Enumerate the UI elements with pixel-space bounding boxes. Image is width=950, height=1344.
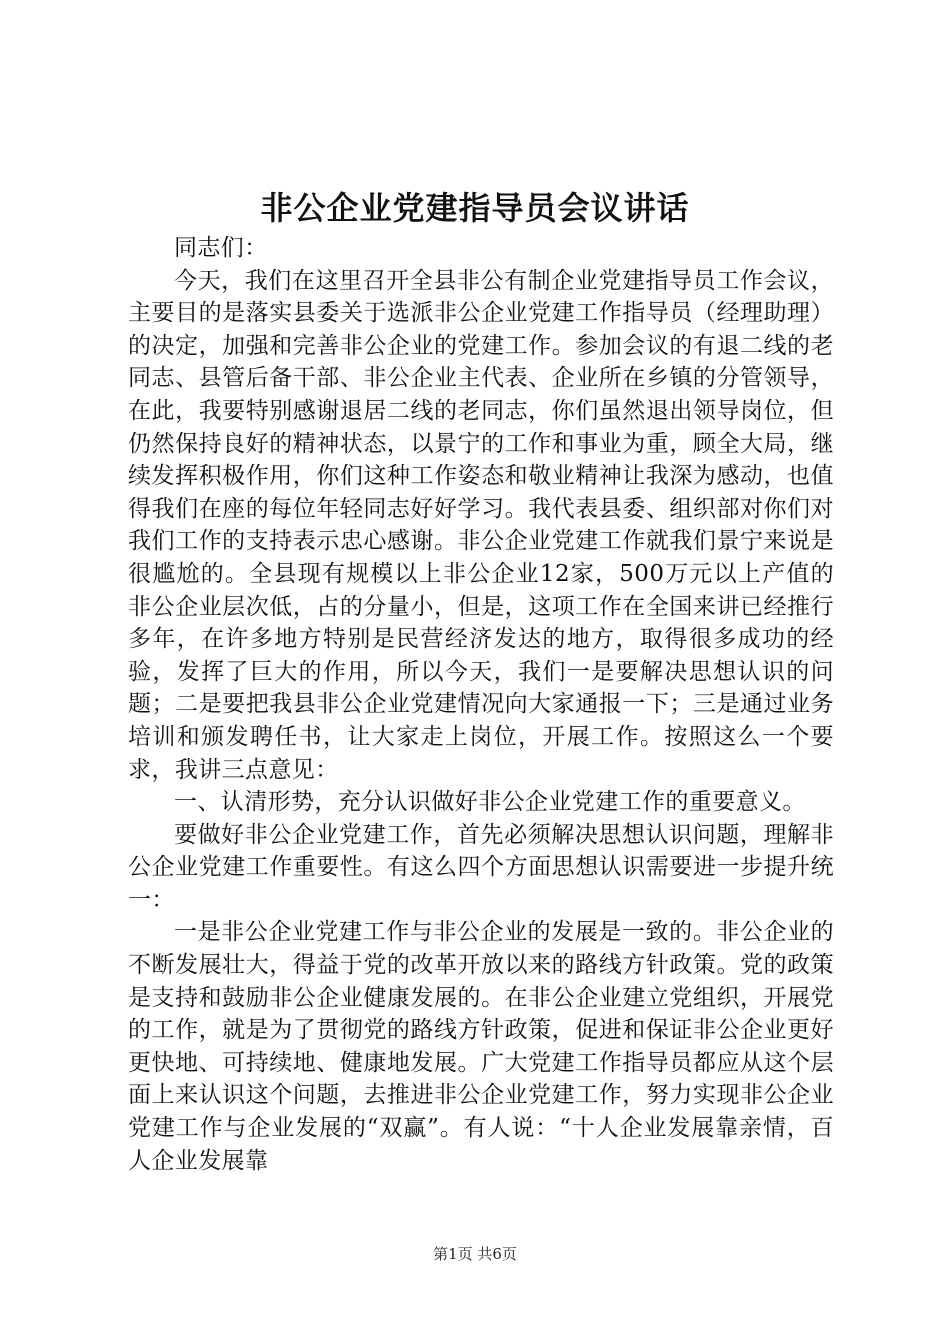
salutation: 同志们： bbox=[174, 235, 268, 261]
body-paragraph: 一是非公企业党建工作与非公企业的发展是一致的。非公企业的不断发展壮大，得益于党的改革开放以来的路线方针政策。党的政策是支持和鼓励非公企业健康发展的。在非公企业建立党组织，开展党的工作，就是为了贯彻党的路线方针政策，促进和保证非公企业更好更快地、可持续地、健康地发展。广大党建工作指导员都应从这个层面上来认识这个问题，去推进非公企业党建工作，努力实现非公企业党建工作与企业发展的“双赢”。有人说：“十人企业发展靠亲情，百人企业发展靠 bbox=[128, 919, 834, 1174]
body-paragraph: 要做好非公企业党建工作，首先必须解决思想认识问题，理解非公企业党建工作重要性。有这么四个方面思想认识需要进一步提升统一： bbox=[128, 821, 834, 913]
section-heading: 一、认清形势，充分认识做好非公企业党建工作的重要意义。 bbox=[174, 789, 806, 816]
document-body bbox=[128, 232, 834, 1177]
document-title: 非公企业党建指导员会议讲话 bbox=[260, 189, 690, 227]
body-paragraph: 今天，我们在这里召开全县非公有制企业党建指导员工作会议，主要目的是落实县委关于选派非公企业党建工作指导员（经理助理）的决定，加强和完善非公企业的党建工作。参加会议的有退二线的老同志、县管后备干部、非公企业主代表、企业所在乡镇的分管领导，在此，我要特别感谢退居二线的老同志，你们虽然退出领导岗位，但仍然保持良好的精神状态，以景宁的工作和事业为重，顾全大局，继续发挥积极作用，你们这种工作姿态和敬业精神让我深为感动，也值得我们在座的每位年轻同志好好学习。我代表县委、组织部对你们对我们工作的支持表示忠心感谢。非公企业党建工作就我们景宁来说是很尴尬的。全县现有规模以上非公企业12家，500万元以上产值的非公企业层次低，占的分量小，但是，这项工作在全国来讲已经推行多年，在许多地方特别是民营经济发达的地方，取得很多成功的经验，发挥了巨大的作用，所以今天，我们一是要解决思想认识的问题；二是要把我县非公企业党建情况向大家通报一下；三是通过业务培训和颁发聘任书，让大家走上岗位，开展工作。按照这么一个要求，我讲三点意见： bbox=[128, 267, 834, 783]
page-number-footer: 第1页 共6页 bbox=[433, 1245, 517, 1263]
